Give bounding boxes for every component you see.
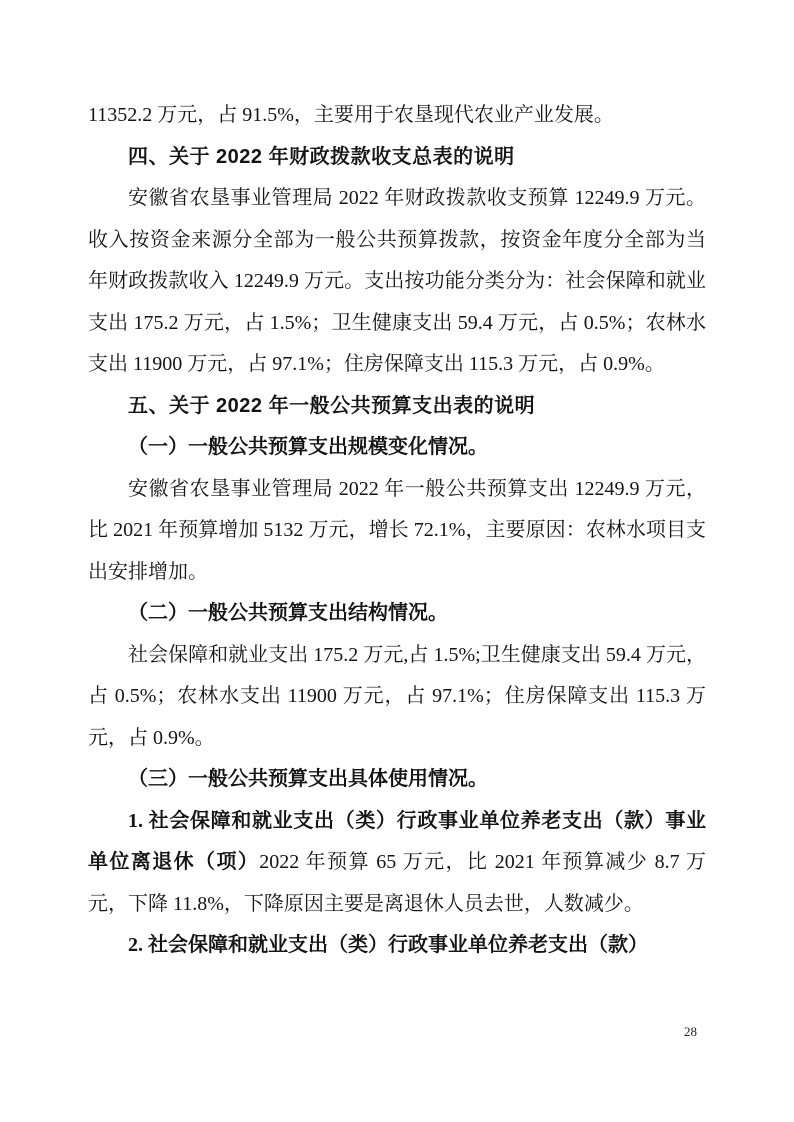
paragraph-item-1 — [88, 801, 706, 926]
paragraph-item-2: 2. 社会保障和就业支出（类）行政事业单位养老支出（款） — [128, 934, 648, 956]
paragraph-structure: 社会保障和就业支出 175.2 万元,占 1.5%;卫生健康支出 59.4 万元，占 0.5%；农林水支出 11900 万元，占 97.1%；住房保障支出 115.3 万元，占 0.9%。 — [88, 643, 706, 749]
section-heading-five: 五、关于 2022 年一般公共预算支出表的说明 — [128, 394, 536, 417]
subheading-two: （二）一般公共预算支出结构情况。 — [128, 602, 448, 624]
subheading-one: （一）一般公共预算支出规模变化情况。 — [128, 436, 488, 458]
subheading-three: （三）一般公共预算支出具体使用情况。 — [128, 768, 488, 790]
page-number: 28 — [684, 1024, 697, 1039]
paragraph-continued: 11352.2 万元，占 91.5%，主要用于农垦现代农业产业发展。 — [88, 104, 614, 126]
paragraph-fiscal-appropriation: 安徽省农垦事业管理局 2022 年财政拨款收支预算 12249.9 万元。收入按资金来源分全部为一般公共预算拨款，按资金年度分全部为当年财政拨款收入 12249.9 万元。支出按功能分类分为：社会保障和就业支出 175.2 万元，占 1.5%；卫生健康支出 59.4 万元，占 0.5%；农林水支出 11900 万元，占 97.1%；住房保障支出 115.3 万元，占 0.9%。 — [88, 187, 706, 375]
section-heading-four: 四、关于 2022 年财政拨款收支总表的说明 — [128, 145, 515, 168]
paragraph-scale-change: 安徽省农垦事业管理局 2022 年一般公共预算支出 12249.9 万元，比 2021 年预算增加 5132 万元，增长 72.1%，主要原因：农林水项目支出安排增加。 — [88, 477, 706, 583]
item-1-bold-lead: 1. 社会保障和就业支出（类）行政事业单位养老支出（款）事业单位离退休（项） — [88, 809, 706, 873]
item-1-rest: 2022 年预算 65 万元，比 2021 年预算减少 8.7 万元，下降 11.8%，下降原因主要是离退休人员去世，人数减少。 — [88, 851, 707, 915]
document-body — [88, 95, 706, 967]
